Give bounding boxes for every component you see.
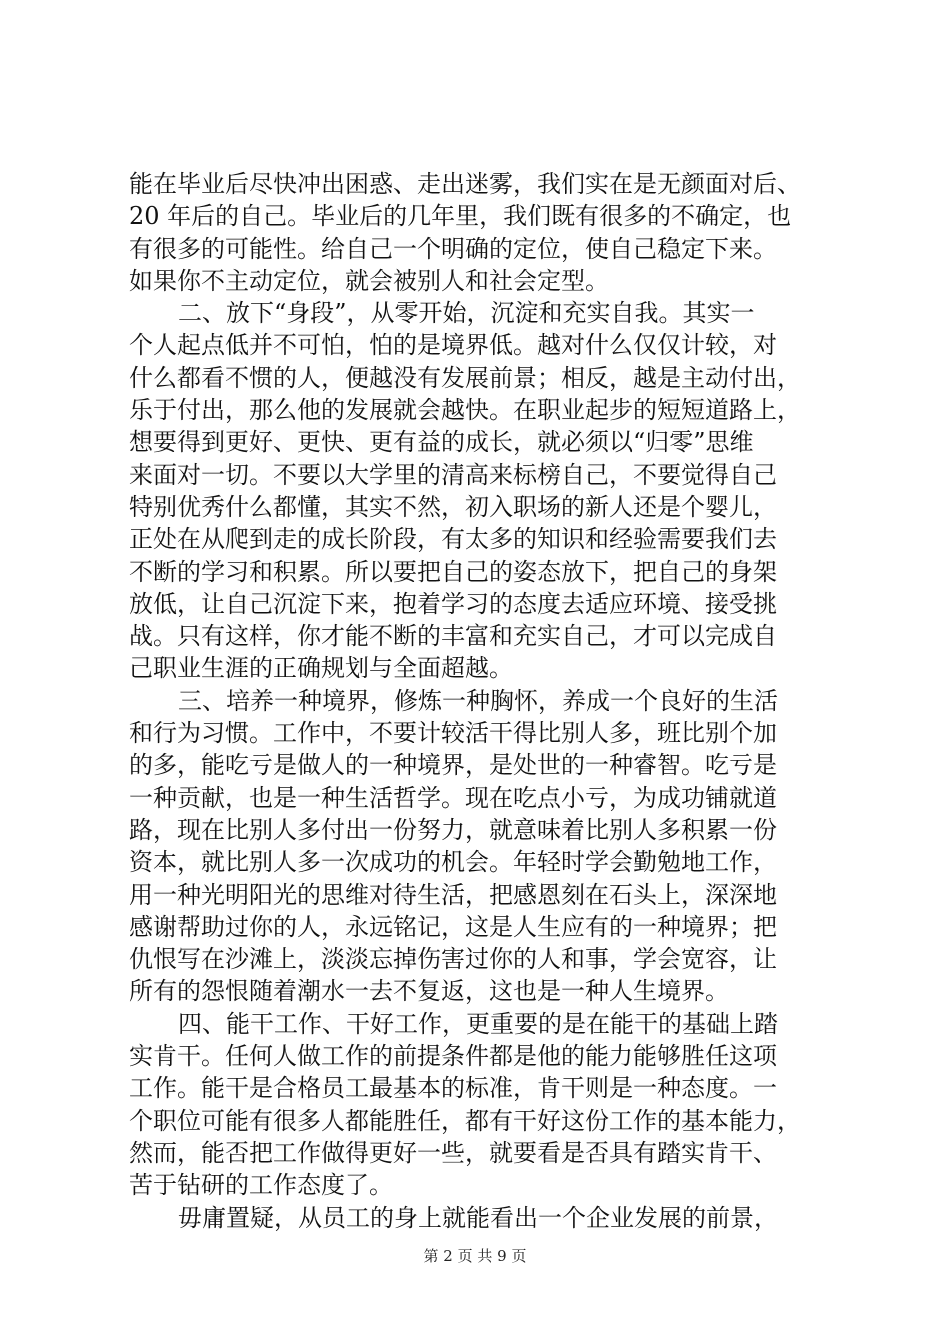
text-line: 所有的怨恨随着潮水一去不复返，这也是一种人生境界。: [129, 977, 729, 1006]
paragraph-first-line: 三、培养一种境界，修炼一种胸怀，养成一个良好的生活: [178, 686, 778, 715]
text-line: 个职位可能有很多人都能胜任，都有干好这份工作的基本能力，: [129, 1106, 801, 1135]
text-line: 苦于钻研的工作态度了。: [129, 1171, 393, 1200]
text-line: 来面对一切。不要以大学里的清高来标榜自己，不要觉得自己: [129, 460, 777, 489]
text-line: 路，现在比别人多付出一份努力，就意味着比别人多积累一份: [129, 815, 777, 844]
paragraph-first-line: 毋庸置疑，从员工的身上就能看出一个企业发展的前景，: [178, 1203, 778, 1232]
text-line: 能在毕业后尽快冲出困惑、走出迷雾，我们实在是无颜面对后、: [129, 170, 801, 198]
document-body: [129, 168, 829, 1234]
text-line: 资本，就比别人多一次成功的机会。年轻时学会勤勉地工作，: [129, 848, 777, 877]
text-line: 和行为习惯。工作中，不要计较活干得比别人多，班比别个加: [129, 719, 777, 748]
text-line: 放低，让自己沉淀下来，抱着学习的态度去适应环境、接受挑: [129, 589, 777, 618]
paragraph-first-line: 四、能干工作、干好工作，更重要的是在能干的基础上踏: [178, 1009, 778, 1038]
text-line: 正处在从爬到走的成长阶段，有太多的知识和经验需要我们去: [129, 525, 777, 554]
text-line: 个人起点低并不可怕，怕的是境界低。越对什么仅仅计较，对: [129, 331, 777, 360]
text-line: 有很多的可能性。给自己一个明确的定位，使自己稳定下来。: [129, 234, 777, 263]
text-line: 特别优秀什么都懂，其实不然，初入职场的新人还是个婴儿，: [129, 492, 777, 521]
text-line: 乐于付出，那么他的发展就会越快。在职业起步的短短道路上，: [129, 396, 801, 425]
text-line: 想要得到更好、更快、更有益的成长，就必须以“归零”思维: [129, 428, 754, 457]
text-line: 的多，能吃亏是做人的一种境界，是处世的一种睿智。吃亏是: [129, 751, 777, 780]
text-line: 工作。能干是合格员工最基本的标准，肯干则是一种态度。一: [129, 1074, 777, 1103]
text-line: 用一种光明阳光的思维对待生活，把感恩刻在石头上，深深地: [129, 880, 777, 909]
text-line: 己职业生涯的正确规划与全面超越。: [129, 654, 513, 683]
text-line: 一种贡献，也是一种生活哲学。现在吃点小亏，为成功铺就道: [129, 783, 777, 812]
text-line: 20 年后的自己。毕业后的几年里，我们既有很多的不确定，也: [129, 202, 792, 231]
text-line: 仇恨写在沙滩上，淡淡忘掉伤害过你的人和事，学会宽容，让: [129, 945, 777, 974]
text-line: 战。只有这样，你才能不断的丰富和充实自己，才可以完成自: [129, 622, 777, 651]
text-line: 如果你不主动定位，就会被别人和社会定型。: [129, 266, 609, 295]
text-line: 实肯干。任何人做工作的前提条件都是他的能力能够胜任这项: [129, 1042, 777, 1071]
text-line: 不断的学习和积累。所以要把自己的姿态放下，把自己的身架: [129, 557, 777, 586]
paragraph-first-line: 二、放下“身段”，从零开始，沉淀和充实自我。其实一: [178, 299, 755, 328]
text-line: 感谢帮助过你的人，永远铭记，这是人生应有的一种境界；把: [129, 912, 777, 941]
text-line: 什么都看不惯的人，便越没有发展前景；相反，越是主动付出，: [129, 363, 801, 392]
page-footer: 第 2 页 共 9 页: [423, 1247, 527, 1265]
text-line: 然而，能否把工作做得更好一些，就要看是否具有踏实肯干、: [129, 1138, 777, 1167]
